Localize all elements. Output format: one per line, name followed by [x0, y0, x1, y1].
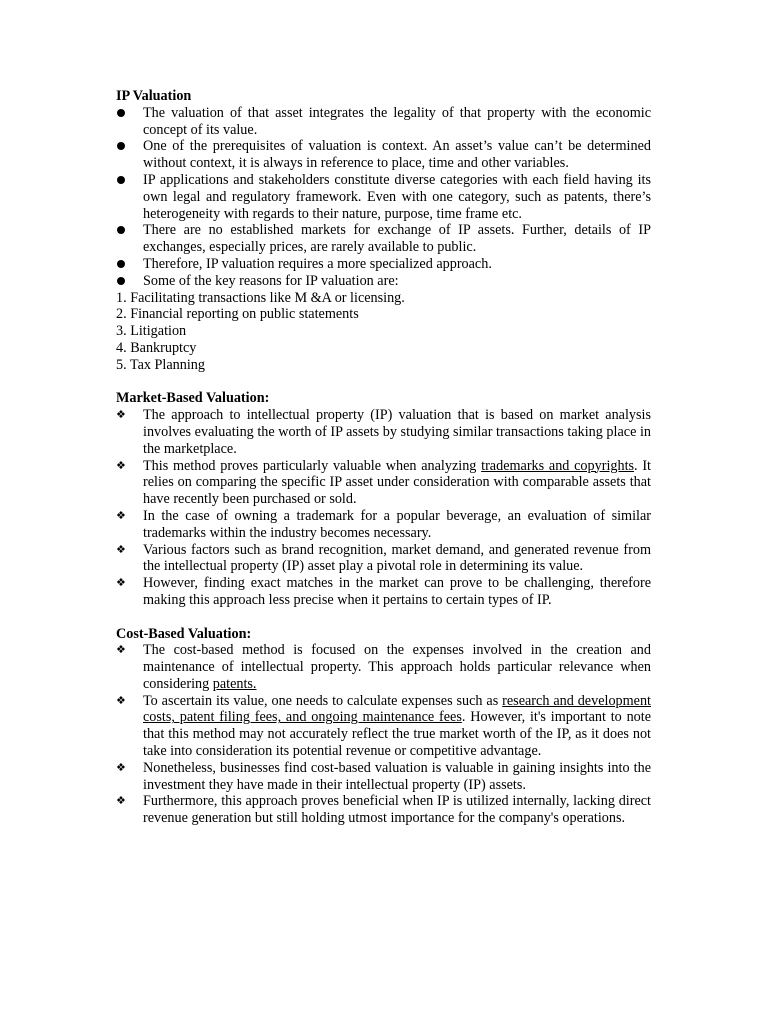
four-diamond-bullet-icon: ❖	[116, 508, 126, 522]
document-body	[116, 88, 651, 827]
filled-circle-bullet-icon	[117, 226, 125, 234]
market-bullet	[116, 575, 651, 609]
reason-item: 2. Financial reporting on public statements	[116, 306, 359, 323]
market-bullet	[116, 458, 651, 508]
reason-item: 4. Bankruptcy	[116, 339, 197, 356]
market-bullet	[116, 407, 651, 457]
four-diamond-bullet-icon: ❖	[116, 542, 126, 556]
four-diamond-bullet-icon: ❖	[116, 643, 126, 657]
filled-circle-bullet-icon	[117, 109, 125, 117]
reason-item: 5. Tax Planning	[116, 356, 205, 373]
reason-item: 1. Facilitating transactions like M &A or licensing.	[116, 289, 405, 306]
four-diamond-bullet-icon: ❖	[116, 458, 126, 472]
section-spacer	[116, 374, 651, 391]
section-spacer	[116, 609, 651, 626]
ip-bullet	[116, 172, 651, 222]
four-diamond-bullet-icon: ❖	[116, 760, 126, 774]
filled-circle-bullet-icon	[117, 260, 125, 268]
cost-bullet-text: Nonetheless, businesses find cost-based valuation is valuable in gaining insights into the investment they have made in their intellectual property (IP) assets.	[143, 759, 651, 793]
ip-bullet-text: Therefore, IP valuation requires a more specialized approach.	[143, 255, 492, 272]
research-costs-link[interactable]: research and development costs, patent filing fees, and ongoing maintenance fees	[143, 692, 651, 726]
market-bullet-text: Various factors such as brand recognition, market demand, and generated revenue from the intellectual property (IP) asset play a pivotal role in determining its value.	[143, 541, 651, 575]
ip-bullet	[116, 256, 651, 273]
patents-link[interactable]: patents.	[212, 675, 257, 692]
market-bullet	[116, 542, 651, 576]
ip-bullet-text: There are no established markets for exchange of IP assets. Further, details of IP exchanges, especially prices, are rarely available to public.	[143, 222, 651, 256]
ip-bullet-text: Some of the key reasons for IP valuation are:	[143, 272, 399, 289]
trademarks-copyrights-link[interactable]: trademarks and copyrights	[481, 457, 635, 474]
filled-circle-bullet-icon	[117, 277, 125, 285]
market-bullet-text: This method proves particularly valuable when analyzing	[143, 457, 482, 474]
market-bullet-text: . It relies on comparing the specific IP asset under consideration with comparable assets that have recently been purchased or sold.	[143, 457, 652, 508]
market-based-valuation-heading: Market-Based Valuation:	[116, 390, 270, 407]
cost-bullet	[116, 642, 651, 692]
ip-bullet	[116, 273, 651, 290]
market-bullet	[116, 508, 651, 542]
four-diamond-bullet-icon: ❖	[116, 693, 126, 707]
reason-item: 3. Litigation	[116, 323, 187, 340]
ip-bullet	[116, 105, 651, 139]
cost-bullet	[116, 760, 651, 794]
market-bullet-text: The approach to intellectual property (IP) valuation that is based on market analysis involves evaluating the worth of IP assets by studying similar transactions taking place in the marketplace.	[143, 407, 651, 457]
four-diamond-bullet-icon: ❖	[116, 408, 126, 422]
cost-bullet-text: To ascertain its value, one needs to calculate expenses such as	[143, 692, 503, 709]
filled-circle-bullet-icon	[117, 176, 125, 184]
market-bullet-text: In the case of owning a trademark for a popular beverage, an evaluation of similar trademarks within the industry becomes necessary.	[143, 507, 651, 541]
ip-bullet-text: IP applications and stakeholders constitute diverse categories with each field having its own legal and regulatory framework. Even with one category, such as patents, there’s heterogeneity with regards to their nature, purpose, time frame etc.	[143, 171, 651, 222]
ip-bullet	[116, 138, 651, 172]
cost-based-valuation-heading: Cost-Based Valuation:	[116, 625, 252, 642]
cost-bullet-text: Furthermore, this approach proves beneficial when IP is utilized internally, lacking direct revenue generation but still holding utmost importance for the company's operations.	[143, 793, 651, 827]
four-diamond-bullet-icon: ❖	[116, 794, 126, 808]
ip-valuation-heading: IP Valuation	[116, 88, 192, 104]
ip-bullet-text: One of the prerequisites of valuation is context. An asset’s value can’t be determined without context, it is always in reference to place, time and other variables.	[143, 138, 651, 172]
cost-bullet-text: The cost-based method is focused on the expenses involved in the creation and maintenance of intellectual property. This approach holds particular relevance when considering	[143, 642, 651, 692]
ip-bullet	[116, 222, 651, 256]
cost-bullet	[116, 693, 651, 760]
filled-circle-bullet-icon	[117, 142, 125, 150]
four-diamond-bullet-icon: ❖	[116, 576, 126, 590]
market-bullet-text: However, finding exact matches in the market can prove to be challenging, therefore making this approach less precise when it pertains to certain types of IP.	[143, 575, 651, 608]
ip-bullet-text: The valuation of that asset integrates the legality of that property with the economic concept of its value.	[143, 104, 651, 138]
cost-bullet-text: . However, it's important to note that this method may not accurately reflect the true market worth of the IP, as it does not take into consideration its potential revenue or competitive advantage.	[143, 709, 651, 760]
cost-bullet	[116, 793, 651, 827]
